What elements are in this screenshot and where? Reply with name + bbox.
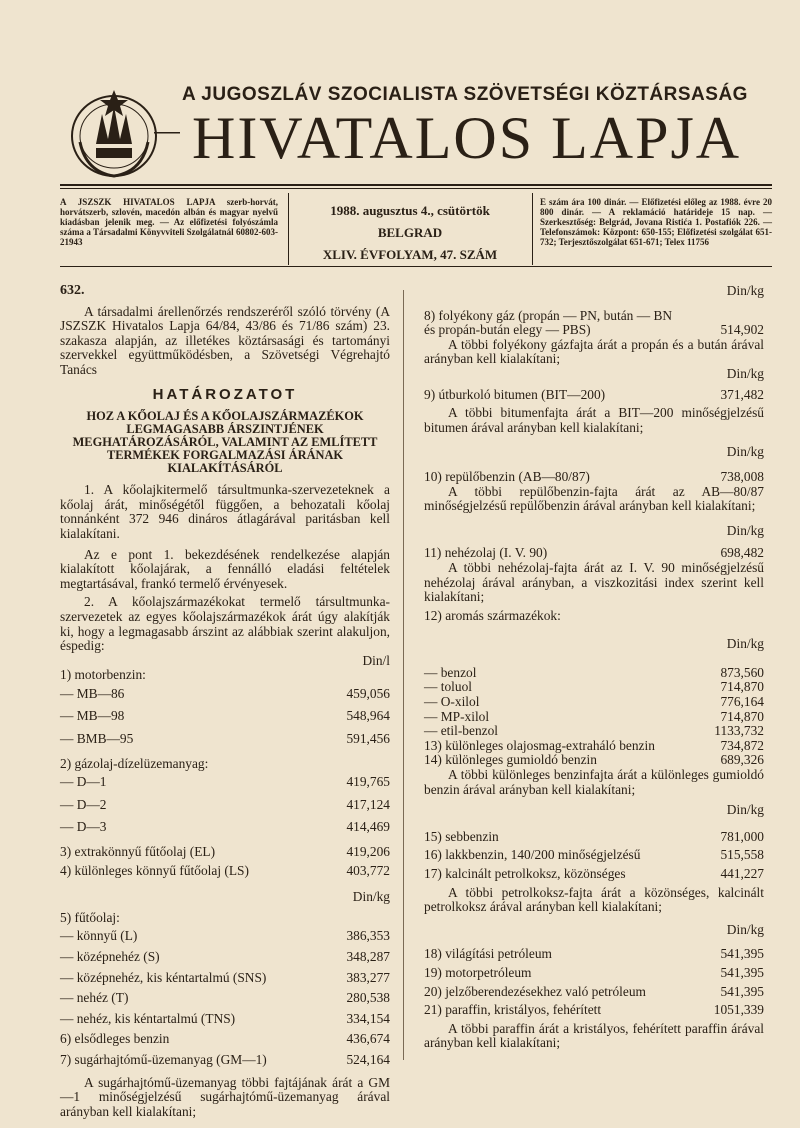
price-row: 10) repülőbenzin (AB—80/87) 738,008 (424, 468, 764, 484)
decision-subheading: HOZ A KŐOLAJ ÉS A KŐOLAJSZÁRMAZÉKOK LEGMAGASABB ÁRSZINTJÉNEK MEGHATÁROZÁSÁRÓL, VALAMINT AZ EMLÍTETT TERMÉKEK FORGALMAZÁSI ÁRÁNAK KIALAKÍTÁSÁRÓL (72, 409, 378, 476)
unit-label: Din/kg (726, 522, 764, 538)
unit-label: Din/kg (726, 921, 764, 937)
paragraph: A többi folyékony gázfajta árát a propán és a bután árával arányban kell kialakítani; (424, 336, 764, 367)
price-row: — O-xilol 776,164 (424, 694, 764, 710)
price-row: — középnehéz, kis kéntartalmú (SNS) 383,277 (60, 969, 390, 985)
price-row: 18) világítási petróleum 541,395 (424, 946, 764, 962)
header-divider (288, 193, 289, 265)
paragraph: 1. A kőolajkitermelő társultmunka-szervezeteknek a kőolaj árát, minőségétől függően, a behozatali kőolaj tonnánként 372 946 dináros átlagárával paritásban kell kialakítani. (60, 482, 390, 541)
price-row: — benzol 873,560 (424, 664, 764, 680)
issue-info (296, 200, 524, 266)
price-row: — nehéz, kis kéntartalmú (TNS) 334,154 (60, 1010, 390, 1026)
column-divider (403, 290, 404, 1060)
decision-heading: HATÁROZATOT (152, 385, 298, 403)
issue-city: BELGRAD (377, 225, 443, 240)
price-row: — MP-xilol 714,870 (424, 708, 764, 724)
header-divider (532, 193, 533, 265)
unit-label: Din/l (362, 652, 390, 668)
paragraph: 2. A kőolajszármazékokat termelő társultmunka-szervezetek az egyes kőolajszármazékok árát úgy alakítják ki, hogy a legmagasabb árszint az alábbiak szerint alakuljon, éspedig: (60, 594, 390, 654)
price-row: 6) elsődleges benzin 436,674 (60, 1031, 390, 1047)
group-label: 12) aromás származékok: (424, 607, 561, 623)
paragraph: Az e pont 1. bekezdésének rendelkezése alapján kialakított kőolajárak, a fennálló eladási feltételek megtartásával, frankó termelő érvényesek. (60, 546, 390, 591)
price-row: 4) különleges könnyű fűtőolaj (LS) 403,772 (60, 862, 390, 878)
price-row: 13) különleges olajosmag-extraháló benzin 734,872 (424, 737, 764, 753)
unit-label: Din/kg (726, 365, 764, 381)
paragraph: A többi különleges benzinfajta árát a különleges gumioldó benzin árával arányban kell kialakítani; (424, 767, 764, 797)
publication-info: A JSZSZK HIVATALOS LAPJA szerb-horvát, horvátszerb, szlovén, macedón albán és magyar nyelvű kiadásban jelenik meg. — Az előfizetési folyószámla száma a Társadalmi Könyvviteli Szolgálatnál 60802-603-21943 (60, 197, 278, 247)
masthead-supertitle: A JUGOSZLÁV SZOCIALISTA SZÖVETSÉGI KÖZTÁRSASÁG (182, 84, 748, 105)
price-contact-info: E szám ára 100 dinár. — Előfizetési előleg az 1988. évre 20 800 dinár. — A reklamáció határideje 15 nap. — Szerkesztőség: Belgrád, Jovana Ristića 1. Postafiók 226. — Telefonszámok: Központ: 650-155; Előfizetési szolgálat 651-732; Terjesztőszolgálat 651-671; Telex 11756 (540, 197, 772, 247)
price-row: 7) sugárhajtómű-üzemanyag (GM—1) 524,164 (60, 1051, 390, 1067)
price-row: — BMB—95 591,456 (60, 731, 390, 747)
price-row: 8) folyékony gáz (propán — PN, bután — BN és propán-bután elegy — PBS) 514,902 (424, 307, 764, 338)
price-row: 15) sebbenzin 781,000 (424, 828, 764, 844)
price-row: 11) nehézolaj (I. V. 90) 698,482 (424, 545, 764, 561)
unit-label: Din/kg (726, 283, 764, 298)
header-bottom-rule (60, 266, 772, 267)
group-label: 2) gázolaj-dízelüzemanyag: (60, 755, 209, 771)
price-row: — nehéz (T) 280,538 (60, 990, 390, 1006)
unit-label: Din/kg (352, 889, 390, 905)
price-row: 14) különleges gumioldó benzin 689,326 (424, 752, 764, 768)
price-row: — D—3 414,469 (60, 819, 390, 835)
price-row: 19) motorpetróleum 541,395 (424, 964, 764, 980)
price-row: 9) útburkoló bitumen (BIT—200) 371,482 (424, 386, 764, 402)
price-row: 21) paraffin, kristályos, fehérített 1051,339 (424, 1002, 764, 1018)
price-row: 16) lakkbenzin, 140/200 minőségjelzésű 515,558 (424, 847, 764, 863)
paragraph: A többi paraffin árát a kristályos, fehérített paraffin árával arányban kell kialakítani; (424, 1020, 764, 1051)
price-row: 3) extrakönnyű fűtőolaj (EL) 419,206 (60, 844, 390, 860)
left-column (60, 284, 390, 1119)
issue-volume: XLIV. ÉVFOLYAM, 47. SZÁM (322, 247, 498, 262)
price-row: — középnehéz (S) 348,287 (60, 949, 390, 964)
unit-label: Din/kg (726, 636, 764, 652)
state-emblem-icon (66, 84, 186, 184)
group-label: 1) motorbenzin: (60, 667, 146, 683)
masthead-title: HIVATALOS LAPJA (192, 105, 742, 171)
right-column (424, 284, 764, 1051)
document-number: 632. (60, 283, 85, 298)
price-row: — MB—98 548,964 (60, 708, 390, 724)
paragraph: A többi petrolkoksz-fajta árát a közönséges, kalcinált petrolkoksz árával arányban kell kialakítani; (424, 884, 764, 915)
price-row: — könnyű (L) 386,353 (60, 928, 390, 944)
paragraph: A többi nehézolaj-fajta árát az I. V. 90 minőségjelzésű nehézolaj árával arányban, a viszkozitási index szerint kell kialakítani; (424, 559, 764, 605)
issue-date: 1988. augusztus 4., csütörtök (330, 203, 490, 218)
price-row: — D—1 419,765 (60, 774, 390, 790)
price-row: 20) jelzőberendezésekhez való petróleum 541,395 (424, 983, 764, 999)
group-label: 5) fűtőolaj: (60, 909, 120, 925)
paragraph: A többi bitumenfajta árát a BIT—200 minőségjelzésű bitumen árával arányban kell kialakítani; (424, 405, 764, 435)
price-row: — etil-benzol 1133,732 (424, 723, 764, 739)
preamble: A társadalmi árellenőrzés rendszeréről szóló törvény (A JSZSZK Hivatalos Lapja 64/84, 43/86 és 71/86 szám) 23. szakasza alapján, az illetékes köztársasági és tartományi szervekkel együttműködésben, a Szövetségi Végrehajtó Tanács (60, 303, 390, 377)
unit-label: Din/kg (726, 444, 764, 460)
unit-label: Din/kg (726, 802, 764, 818)
price-row: — toluol 714,870 (424, 679, 764, 695)
price-row: — D—2 417,124 (60, 796, 390, 812)
paragraph: A többi repülőbenzin-fajta árát az AB—80/87 minőségjelzésű repülőbenzin árával arányban kell kialakítani; (424, 483, 764, 514)
masthead-rule-thin (60, 188, 772, 189)
price-row: 17) kalcinált petrolkoksz, közönséges 441,227 (424, 866, 764, 881)
price-row: — MB—86 459,056 (60, 685, 390, 701)
masthead-rule (60, 184, 772, 186)
paragraph: A sugárhajtómű-üzemanyag többi fajtájának árát a GM—1 minőségjelzésű sugárhajtómű-üzemanyag árával arányban kell kialakítani; (60, 1074, 390, 1119)
